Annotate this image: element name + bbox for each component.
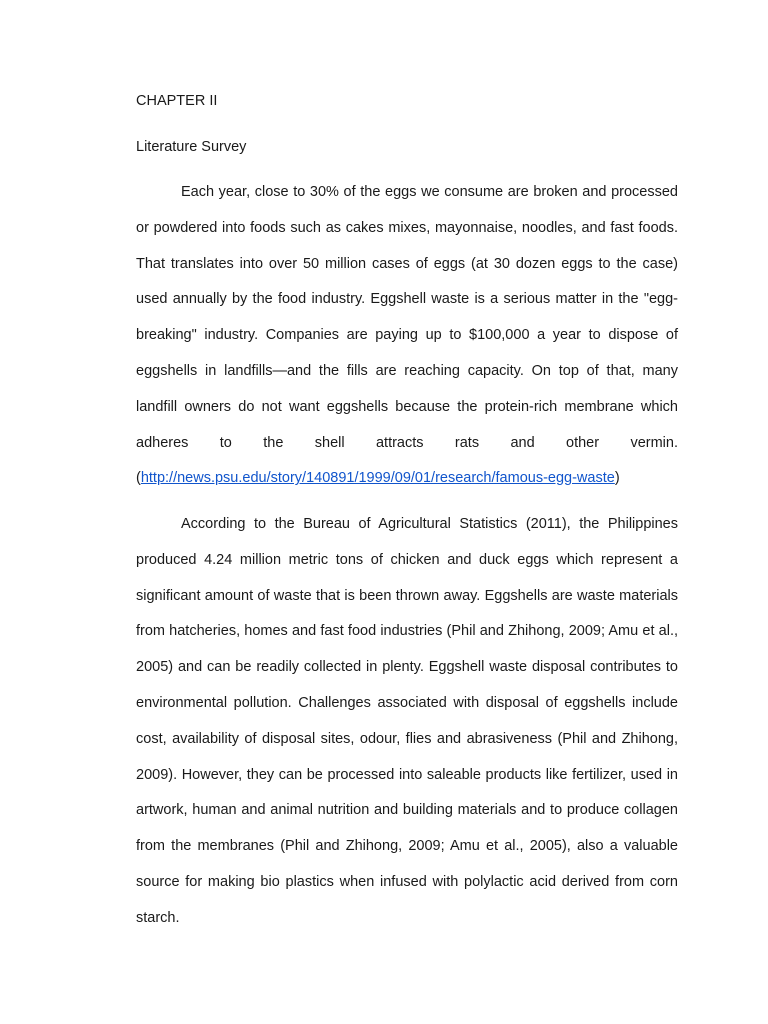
chapter-heading: CHAPTER II [136, 93, 218, 109]
section-title: Literature Survey [136, 139, 247, 155]
paragraph-1-open-paren: ( [136, 470, 141, 487]
paragraph-2 [136, 507, 678, 937]
paragraph-1-close-paren: ) [614, 470, 620, 487]
paragraph-1-text: Each year, close to 30% of the eggs we consume are broken and processed or powdered into foods such as cakes mixes, mayonnaise, noodles, and fast foods. That translates into over 50 million cases of eggs (at 30 dozen eggs to the case) used annually by the food industry. Eggshell waste is a serious matter in the "egg-breaking" industry. Companies are paying up to $100,000 a year to dispose of eggshells in landfills—and the fills are reaching capacity. On top of that, many landfill owners do not want eggshells because the protein-rich membrane which adheres to the shell attracts rats and other vermin. [136, 184, 678, 451]
paragraph-1 [136, 175, 678, 497]
source-link[interactable]: http://news.psu.edu/story/140891/1999/09/01/research/famous-egg-waste [140, 470, 615, 487]
paragraph-2-text: According to the Bureau of Agricultural Statistics (2011), the Philippines produced 4.24 million metric tons of chicken and duck eggs which represent a significant amount of waste that is been thrown away. Eggshells are waste materials from hatcheries, homes and fast food industries (Phil and Zhihong, 2009; Amu et al., 2005) and can be readily collected in plenty. Eggshell waste disposal contributes to environmental pollution. Challenges associated with disposal of eggshells include cost, availability of disposal sites, odour, flies and abrasiveness (Phil and Zhihong, 2009). However, they can be processed into saleable products like fertilizer, used in artwork, human and animal nutrition and building materials and to produce collagen from the membranes (Phil and Zhihong, 2009; Amu et al., 2005), also a valuable source for making bio plastics when infused with polylactic acid derived from corn starch. [136, 516, 678, 926]
